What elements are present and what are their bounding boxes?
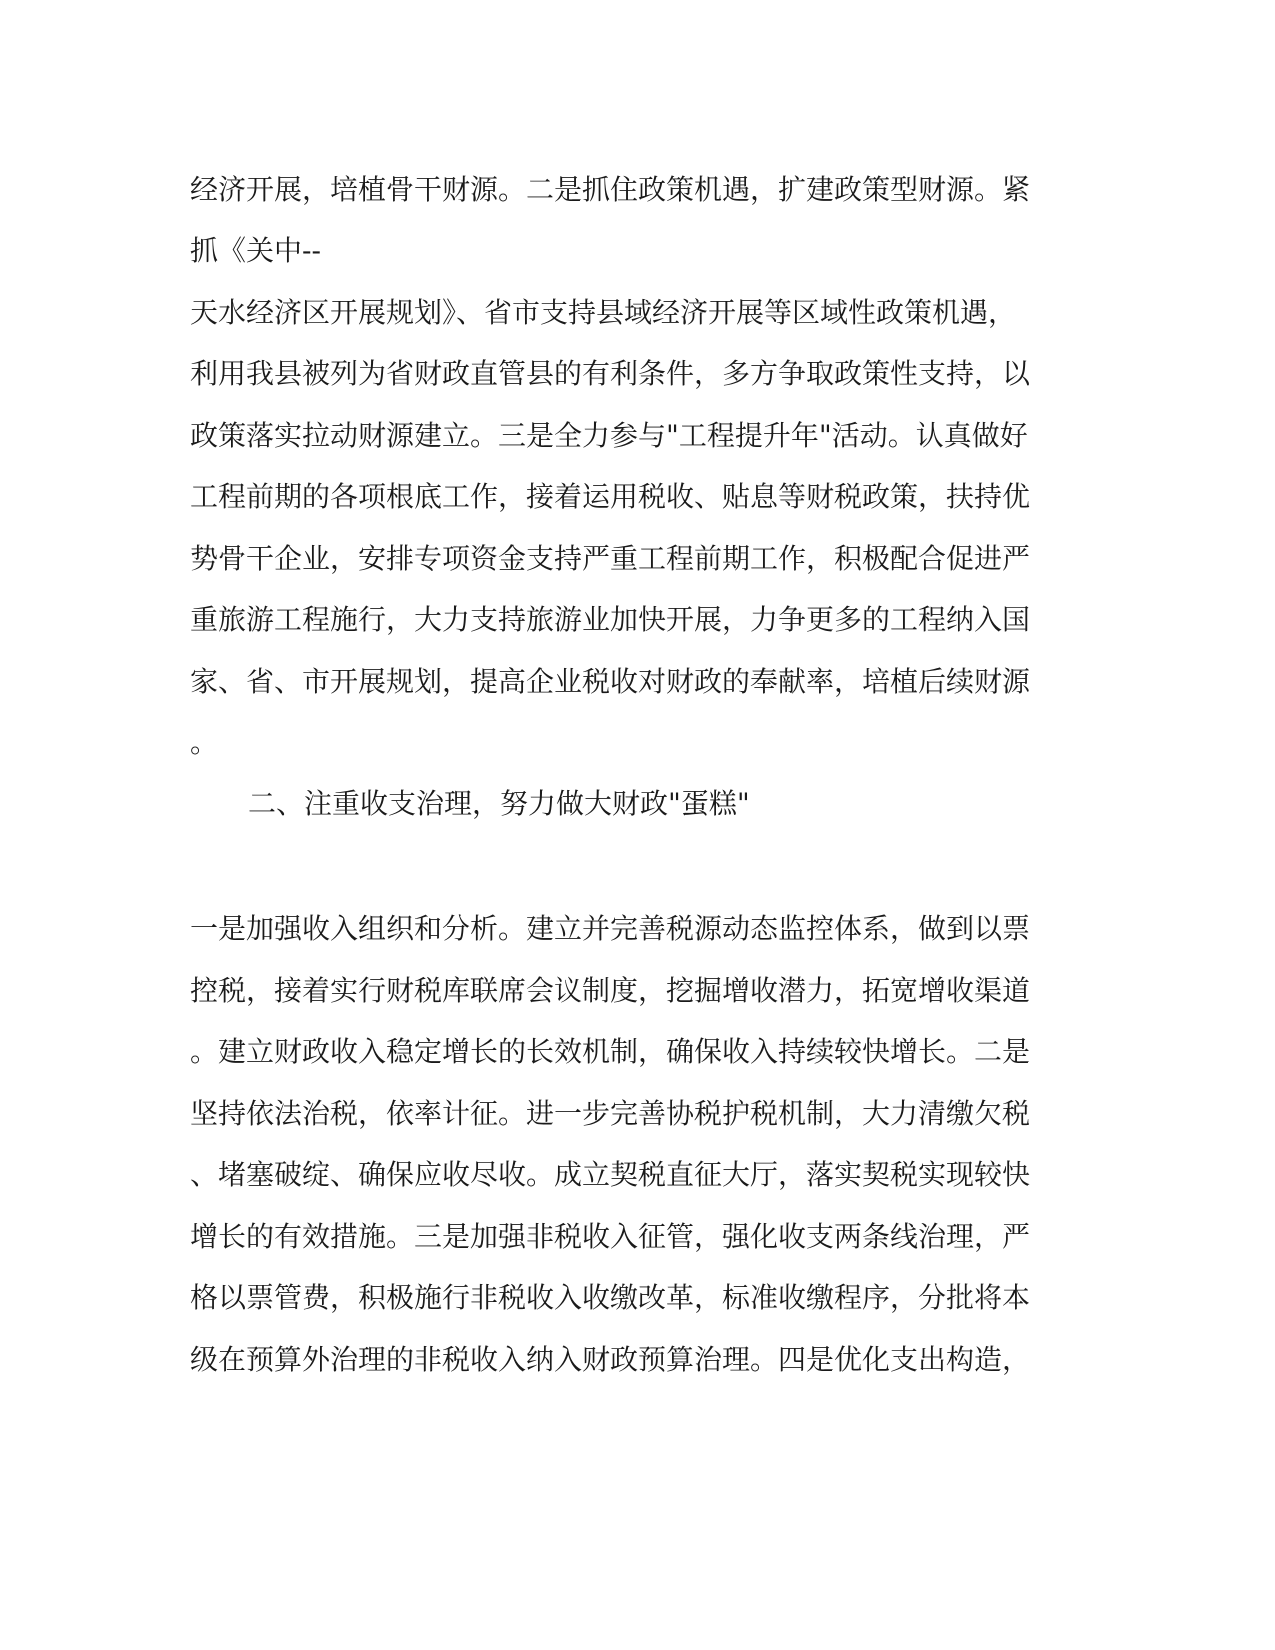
section-heading: 二、注重收支治理，努力做大财政"蛋糕" xyxy=(248,787,750,820)
text-line: 坚持依法治税，依率计征。进一步完善协税护税机制，大力清缴欠税 xyxy=(190,1097,1031,1130)
text-line: 势骨干企业，安排专项资金支持严重工程前期工作，积极配合促进严 xyxy=(190,542,1031,575)
text-line: 、堵塞破绽、确保应收尽收。成立契税直征大厅，落实契税实现较快 xyxy=(190,1158,1031,1191)
text-line: 经济开展，培植骨干财源。二是抓住政策机遇，扩建政策型财源。紧 xyxy=(190,173,1031,206)
text-line: 格以票管费，积极施行非税收入收缴改革，标准收缴程序，分批将本 xyxy=(190,1281,1031,1314)
text-line: 政策落实拉动财源建立。三是全力参与"工程提升年"活动。认真做好 xyxy=(190,419,1028,452)
text-line: 控税，接着实行财税库联席会议制度，挖掘增收潜力，拓宽增收渠道 xyxy=(190,974,1031,1007)
text-line: 利用我县被列为省财政直管县的有利条件，多方争取政策性支持，以 xyxy=(190,357,1031,390)
text-line: 工程前期的各项根底工作，接着运用税收、贴息等财税政策，扶持优 xyxy=(190,480,1031,513)
text-line: 。 xyxy=(190,726,219,759)
text-line: 一是加强收入组织和分析。建立并完善税源动态监控体系，做到以票 xyxy=(190,912,1031,945)
text-line: 家、省、市开展规划，提高企业税收对财政的奉献率，培植后续财源 xyxy=(190,665,1031,698)
text-line: 增长的有效措施。三是加强非税收入征管，强化收支两条线治理，严 xyxy=(190,1220,1031,1253)
text-line: 天水经济区开展规划》、省市支持县域经济开展等区域性政策机遇， xyxy=(190,296,1017,329)
text-line: 重旅游工程施行，大力支持旅游业加快开展，力争更多的工程纳入国 xyxy=(190,603,1031,636)
text-line: 级在预算外治理的非税收入纳入财政预算治理。四是优化支出构造， xyxy=(190,1343,1031,1376)
text-line: 。建立财政收入稳定增长的长效机制，确保收入持续较快增长。二是 xyxy=(190,1035,1031,1068)
text-line: 抓《关中-- xyxy=(190,234,321,267)
